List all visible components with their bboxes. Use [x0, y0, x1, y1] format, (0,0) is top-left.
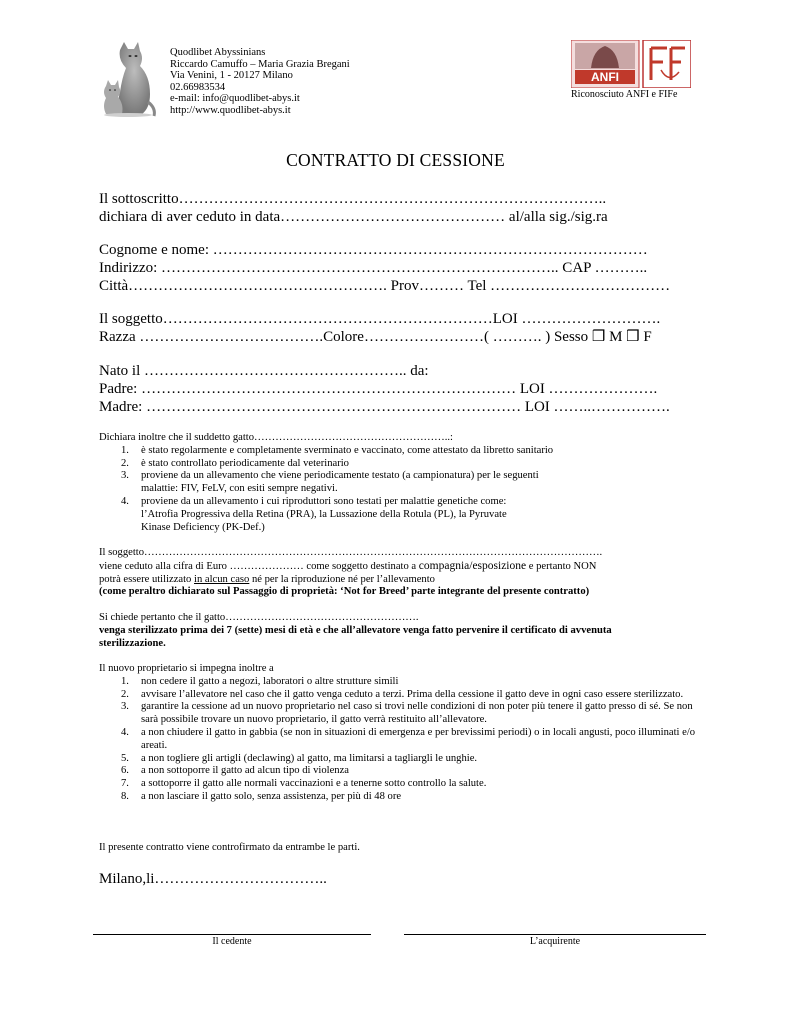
field-address-cap[interactable]: Indirizzo: …………………………………………………………………….. CAP ………..: [99, 260, 648, 276]
list-item: 3. proviene da un allevamento che viene periodicamente testato (a campionatura) per le seguenti malattie: FIV, FeLV, con esiti sempre negativi.: [121, 470, 539, 495]
owner-names: Riccardo Camuffo – Maria Grazia Bregani: [170, 58, 350, 70]
cat-logo-image: [100, 42, 158, 118]
address: Via Venini, 1 - 20127 Milano: [170, 70, 293, 82]
obligations-intro: Il nuovo proprietario si impegna inoltre a: [99, 663, 274, 674]
field-transfer-date-buyer[interactable]: dichiara di aver ceduto in data……………………………………… al/alla sig./sig.ra: [99, 209, 608, 225]
logo-caption: Riconosciuto ANFI e FIFe: [571, 89, 678, 100]
obligations-section: [99, 663, 699, 804]
anfi-logo-text: ANFI: [591, 70, 619, 84]
phone: 02.66983534: [170, 81, 226, 93]
list-item: 2. è stato controllato periodicamente dal veterinario: [121, 457, 349, 469]
transfer-not-for-breed: (come peraltro dichiarato sul Passaggio di proprietà: ‘Not for Breed’ parte integrante del presente contratto): [99, 586, 590, 598]
field-seller[interactable]: Il sottoscritto…………………………………………………………………………..: [99, 191, 607, 207]
transfer-restriction: potrà essere utilizzato in alcun caso né per la riproduzione né per l’allevamento: [99, 573, 435, 585]
list-item: 6. a non sottoporre il gatto ad alcun tipo di violenza: [121, 765, 349, 777]
list-item: 1. non cedere il gatto a negozi, laboratori o altre strutture simili: [121, 675, 399, 687]
document-title: CONTRATTO DI CESSIONE: [286, 150, 505, 170]
field-subject-loi[interactable]: Il soggetto…………………………………………………………LOI ……………………….: [99, 311, 661, 327]
list-item: 4. a non chiudere il gatto in gabbia (se non in situazioni di emergenza e per brevissimi periodi) o in locali angusti, poco illuminati e/o areati.: [121, 726, 696, 751]
list-item: 3. garantire la cessione ad un nuovo proprietario nel caso si trovi nelle condizioni di non poter più tenere il gatto presso di sé. Se non sarà possibile trovare un nuovo proprietario, il gatto verrà restituito all’allevatore.: [121, 701, 693, 726]
list-item: 4. proviene da un allevamento i cui riproduttori sono testati per malattie genetiche come: l’Atrofia Progressiva della Retina (PRA), la Lussazione della Rotula (PL), la Pyruvate Kinase Deficiency (PK-Def.): [121, 495, 507, 533]
breeder-name: Quodlibet Abyssinians: [170, 47, 266, 58]
declaration-list: [99, 445, 699, 535]
list-item: 5. a non togliere gli artigli (declawing) al gatto, ma limitarsi a tagliargli le unghie.: [121, 752, 478, 764]
website: http://www.quodlibet-abys.it: [170, 104, 291, 116]
sterilization-intro: Si chiede pertanto che il gatto……………………………………………….: [99, 612, 419, 623]
declaration-intro: Dichiara inoltre che il suddetto gatto………………………………………………..:: [99, 432, 453, 443]
closing-statement: Il presente contratto viene controfirmato da entrambe le parti.: [99, 842, 360, 853]
declaration-section: [99, 432, 699, 534]
list-item: 8. a non lasciare il gatto solo, senza assistenza, per più di 48 ore: [121, 790, 402, 802]
sterilization-section: [99, 612, 679, 650]
sterilization-requirement: venga sterilizzato prima dei 7 (sette) mesi di età e che all’allevatore venga fatto pervenire il certificato di avvenuta sterilizzazione.: [99, 624, 612, 649]
list-item: 7. a sottoporre il gatto alle normali vaccinazioni e a tenerne sotto controllo la salute.: [121, 778, 487, 790]
obligations-list: [99, 676, 699, 804]
signature-line-seller[interactable]: [93, 934, 371, 935]
signature-label-buyer: L’acquirente: [529, 936, 581, 947]
transfer-section: [99, 547, 719, 599]
transfer-price: viene ceduto alla cifra di Euro ………………… come soggetto destinato a compagnia/esposizione e pertanto NON: [99, 559, 597, 572]
list-item: 1. è stato regolarmente e completamente sverminato e vaccinato, come attestato da libretto sanitario: [121, 444, 554, 456]
field-father-loi[interactable]: Padre: ………………………………………………………………… LOI ………………….: [99, 381, 658, 397]
field-mother-loi[interactable]: Madre: ………………………………………………………………… LOI ……..…………….: [99, 399, 670, 415]
transfer-subject: Il soggetto………………………………………………………………………………………………………………….: [99, 547, 603, 558]
field-buyer-name[interactable]: Cognome e nome: ……………………………………………………………………………: [99, 242, 648, 258]
field-city-prov-tel[interactable]: Città……………………………………………. Prov……… Tel ………………………………: [99, 278, 671, 294]
field-birth-date[interactable]: Nato il …………………………………………….. da:: [99, 363, 429, 379]
signature-line-buyer[interactable]: [404, 934, 706, 935]
field-place-date[interactable]: Milano,li……………………………..: [99, 871, 327, 887]
anfi-fife-logos: [571, 40, 691, 88]
signature-label-seller: Il cedente: [212, 936, 252, 947]
list-item: 2. avvisare l’allevatore nel caso che il gatto venga ceduto a terzi. Prima della cessione il gatto deve in ogni caso essere sterilizzato.: [121, 688, 684, 700]
field-breed-color-sex[interactable]: Razza ……………………………….Colore……………………( ………. ) Sesso ❒ M ❒ F: [99, 329, 652, 345]
email: e-mail: info@quodlibet-abys.it: [170, 93, 300, 105]
breeder-address-block: [170, 47, 350, 117]
